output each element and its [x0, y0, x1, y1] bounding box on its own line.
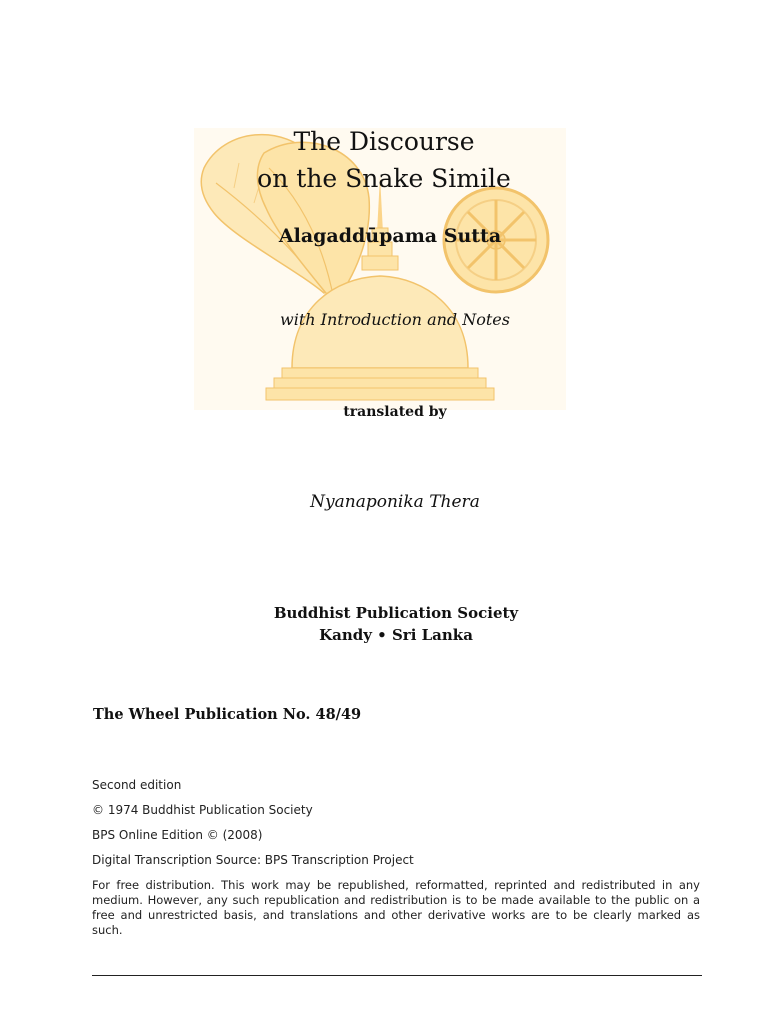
publisher-location: Kandy • Sri Lanka — [319, 626, 473, 644]
publisher-name: Buddhist Publication Society — [273, 604, 519, 622]
series-title: The Wheel Publication No. 48/49 — [93, 706, 362, 723]
copyright-line: © 1974 Buddhist Publication Society — [92, 803, 313, 817]
edition-line: Second edition — [92, 778, 182, 792]
intro-line: with Introduction and Notes — [280, 310, 510, 329]
subtitle: Alagaddūpama Sutta — [278, 225, 502, 247]
transcription-line: Digital Transcription Source: BPS Transcription Project — [92, 853, 414, 867]
author-name: Nyanaponika Thera — [310, 492, 480, 512]
title-line-2: on the Snake Simile — [257, 164, 511, 193]
translated-by: translated by — [343, 404, 447, 420]
online-edition-line: BPS Online Edition © (2008) — [92, 828, 263, 842]
title-line-1: The Discourse — [293, 127, 475, 156]
distribution-notice: For free distribution. This work may be republished, reformatted, reprinted and redistributed in any medium. However, any such republication and redistribution is to be made available to the public on a free and unrestricted basis, and translations and other derivative works are to be clearly marked as such. — [92, 878, 700, 937]
footer-divider — [92, 975, 702, 976]
